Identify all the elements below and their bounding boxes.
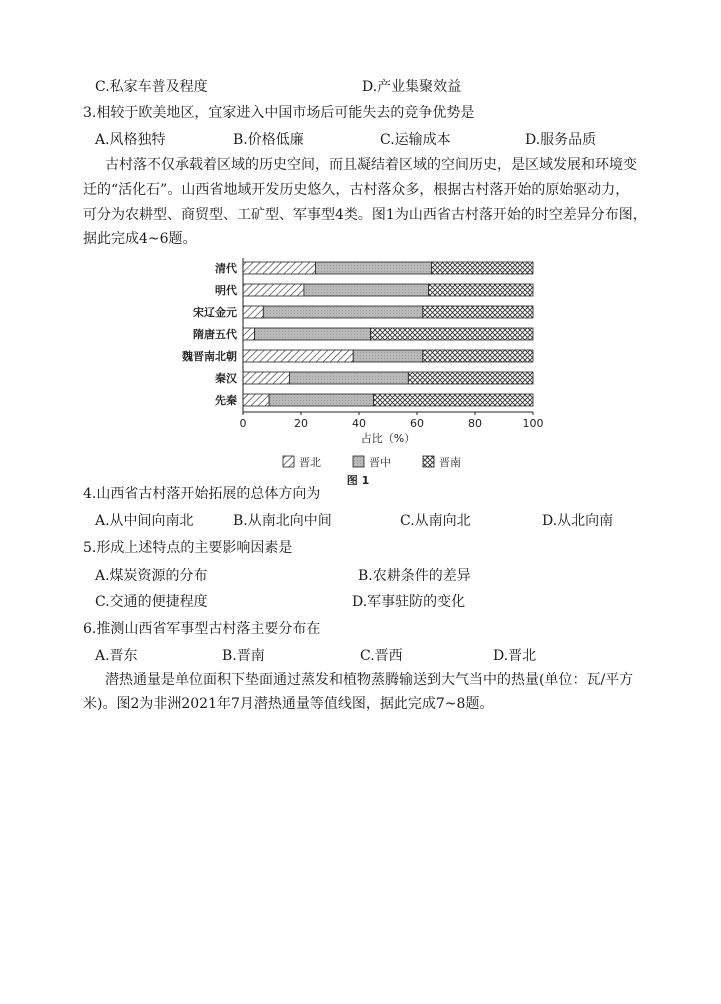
bar-segment <box>316 262 432 274</box>
legend-swatch <box>353 456 364 467</box>
bar-segment <box>243 394 269 406</box>
bar-segment <box>353 350 423 362</box>
category-label: 先秦 <box>215 394 237 407</box>
category-label: 宋辽金元 <box>193 306 237 319</box>
question-3-stem: 3.相较于欧美地区，宜家进入中国市场后可能失去的竞争优势是 <box>83 105 475 121</box>
q4-option-d: D.从北向南 <box>542 513 614 529</box>
bar-segment <box>243 306 263 318</box>
x-tick-label: 100 <box>522 417 544 430</box>
x-tick-label: 0 <box>239 417 247 430</box>
q5-option-d: D.军事驻防的变化 <box>352 594 466 610</box>
legend-label: 晋中 <box>369 456 391 469</box>
q4-option-a: A.从中间向南北 <box>95 513 194 529</box>
x-tick-label: 60 <box>410 417 424 430</box>
x-tick-label: 20 <box>294 417 308 430</box>
q6-option-c: C.晋西 <box>360 648 403 664</box>
question-6-stem: 6.推测山西省军事型古村落主要分布在 <box>83 621 321 637</box>
x-tick-label: 80 <box>468 417 482 430</box>
figure-caption: 图 1 <box>346 474 370 485</box>
x-axis-label: 占比（%） <box>360 432 416 445</box>
q5-option-b: B.农耕条件的差异 <box>358 568 471 584</box>
category-label: 清代 <box>215 262 237 275</box>
bar-segment <box>269 394 373 406</box>
x-tick-label: 40 <box>352 417 366 430</box>
q3-option-c: C.运输成本 <box>380 132 451 148</box>
q6-option-b: B.晋南 <box>222 648 265 664</box>
category-label: 魏晋南北朝 <box>182 350 237 363</box>
legend-swatch <box>283 456 294 467</box>
legend-label: 晋北 <box>299 456 321 469</box>
bar-segment <box>263 306 423 318</box>
bar-segment <box>243 328 255 340</box>
passage-1-line-3: 可分为农耕型、商贸型、工矿型、军事型4类。图1为山西省古村落开始的时空差异分布图， <box>83 207 647 223</box>
bar-segment <box>289 372 408 384</box>
bar-segment <box>423 306 533 318</box>
bar-segment <box>408 372 533 384</box>
legend-swatch <box>423 456 434 467</box>
option-d: D.产业集聚效益 <box>362 79 462 95</box>
bar-segment <box>429 284 533 296</box>
bar-segment <box>243 284 304 296</box>
bar-segment <box>243 350 353 362</box>
q3-option-d: D.服务品质 <box>525 132 597 148</box>
bar-segment <box>304 284 429 296</box>
bar-segment <box>255 328 371 340</box>
question-5-stem: 5.形成上述特点的主要影响因素是 <box>83 540 293 556</box>
q6-option-d: D.晋北 <box>493 648 537 664</box>
legend-label: 晋南 <box>439 456 461 469</box>
passage-2-line-2: 米)。图2为非洲2021年7月潜热通量等值线图，据此完成7~8题。 <box>83 696 494 712</box>
category-label: 明代 <box>215 284 237 297</box>
passage-2-line-1: 潜热通量是单位面积下垫面通过蒸发和植物蒸腾输送到大气当中的热量(单位：瓦/平方 <box>105 672 634 688</box>
q4-option-b: B.从南北向中间 <box>233 513 332 529</box>
q4-option-c: C.从南向北 <box>400 513 471 529</box>
bar-segment <box>371 328 533 340</box>
q5-option-c: C.交通的便捷程度 <box>95 594 208 610</box>
bar-segment <box>243 262 316 274</box>
bar-segment <box>432 262 534 274</box>
q3-option-a: A.风格独特 <box>95 132 166 148</box>
passage-1-line-4: 据此完成4~6题。 <box>83 231 197 247</box>
passage-1-line-2: 迁的“活化石”。山西省地域开发历史悠久，古村落众多，根据古村落开始的原始驱动力， <box>83 182 630 198</box>
category-label: 隋唐五代 <box>193 328 237 341</box>
category-label: 秦汉 <box>215 372 237 385</box>
bar-segment <box>423 350 533 362</box>
bar-segment <box>374 394 534 406</box>
option-c: C.私家车普及程度 <box>95 79 208 95</box>
q6-option-a: A.晋东 <box>95 648 138 664</box>
question-4-stem: 4.山西省古村落开始拓展的总体方向为 <box>83 486 321 502</box>
q5-option-a: A.煤炭资源的分布 <box>95 568 208 584</box>
bar-segment <box>243 372 289 384</box>
q3-option-b: B.价格低廉 <box>233 132 304 148</box>
figure-1-chart <box>180 250 560 485</box>
passage-1-line-1: 古村落不仅承载着区域的历史空间，而且凝结着区域的空间历史，是区域发展和环境变 <box>105 157 637 173</box>
